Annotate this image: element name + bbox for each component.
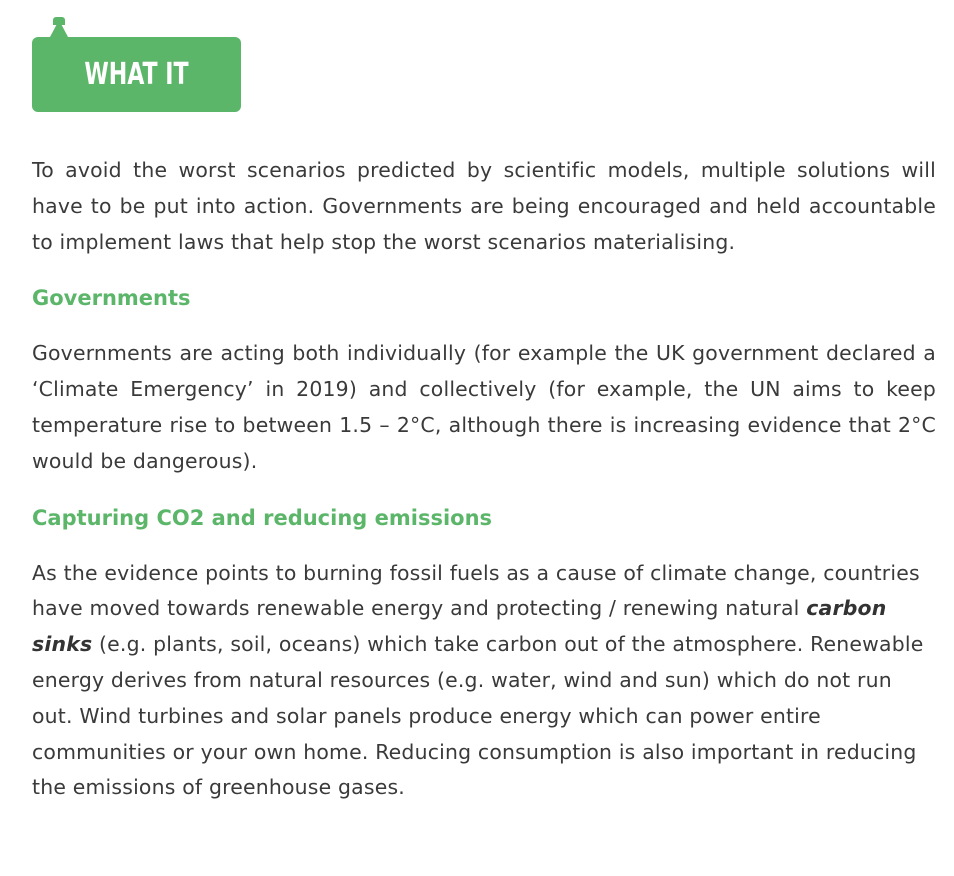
capturing-text-before: As the evidence points to burning fossil fuels as a cause of climate change, countries have moved towards renewable energy and protecting / renewing natural (32, 560, 920, 621)
capturing-text-after: (e.g. plants, soil, oceans) which take carbon out of the atmosphere. Renewable energy derives from natural resources (e.g. water, wind and sun) which do not run out. Wind turbines and solar panels produce energy which can power entire communities or your own home. Reducing consumption is also important in reducing the emissions of greenhouse gases. (32, 632, 924, 800)
carbon-sinks-emphasis: carbon sinks (32, 596, 887, 657)
capturing-heading: Capturing CO2 and reducing emissions (32, 505, 493, 530)
badge-speech-tail-tip (53, 17, 65, 25)
capturing-paragraph (32, 556, 936, 807)
badge-label: WHAT IT MEANS (84, 57, 189, 167)
article-content (32, 153, 936, 806)
governments-heading: Governments (32, 286, 191, 311)
intro-paragraph: To avoid the worst scenarios predicted by scientific models, multiple solutions will have to be put into action. Governments are being encouraged and held accountable to implement laws that help stop the worst scenarios materialising. (32, 158, 936, 254)
governments-paragraph: Governments are acting both individually (for example the UK government declared a ‘Climate Emergency’ in 2019) and collectively (for example, the UN aims to keep temperature rise to between 1.5 – 2°C, although there is increasing evidence that 2°C would be dangerous). (32, 341, 936, 473)
what-it-means-badge (32, 37, 241, 167)
